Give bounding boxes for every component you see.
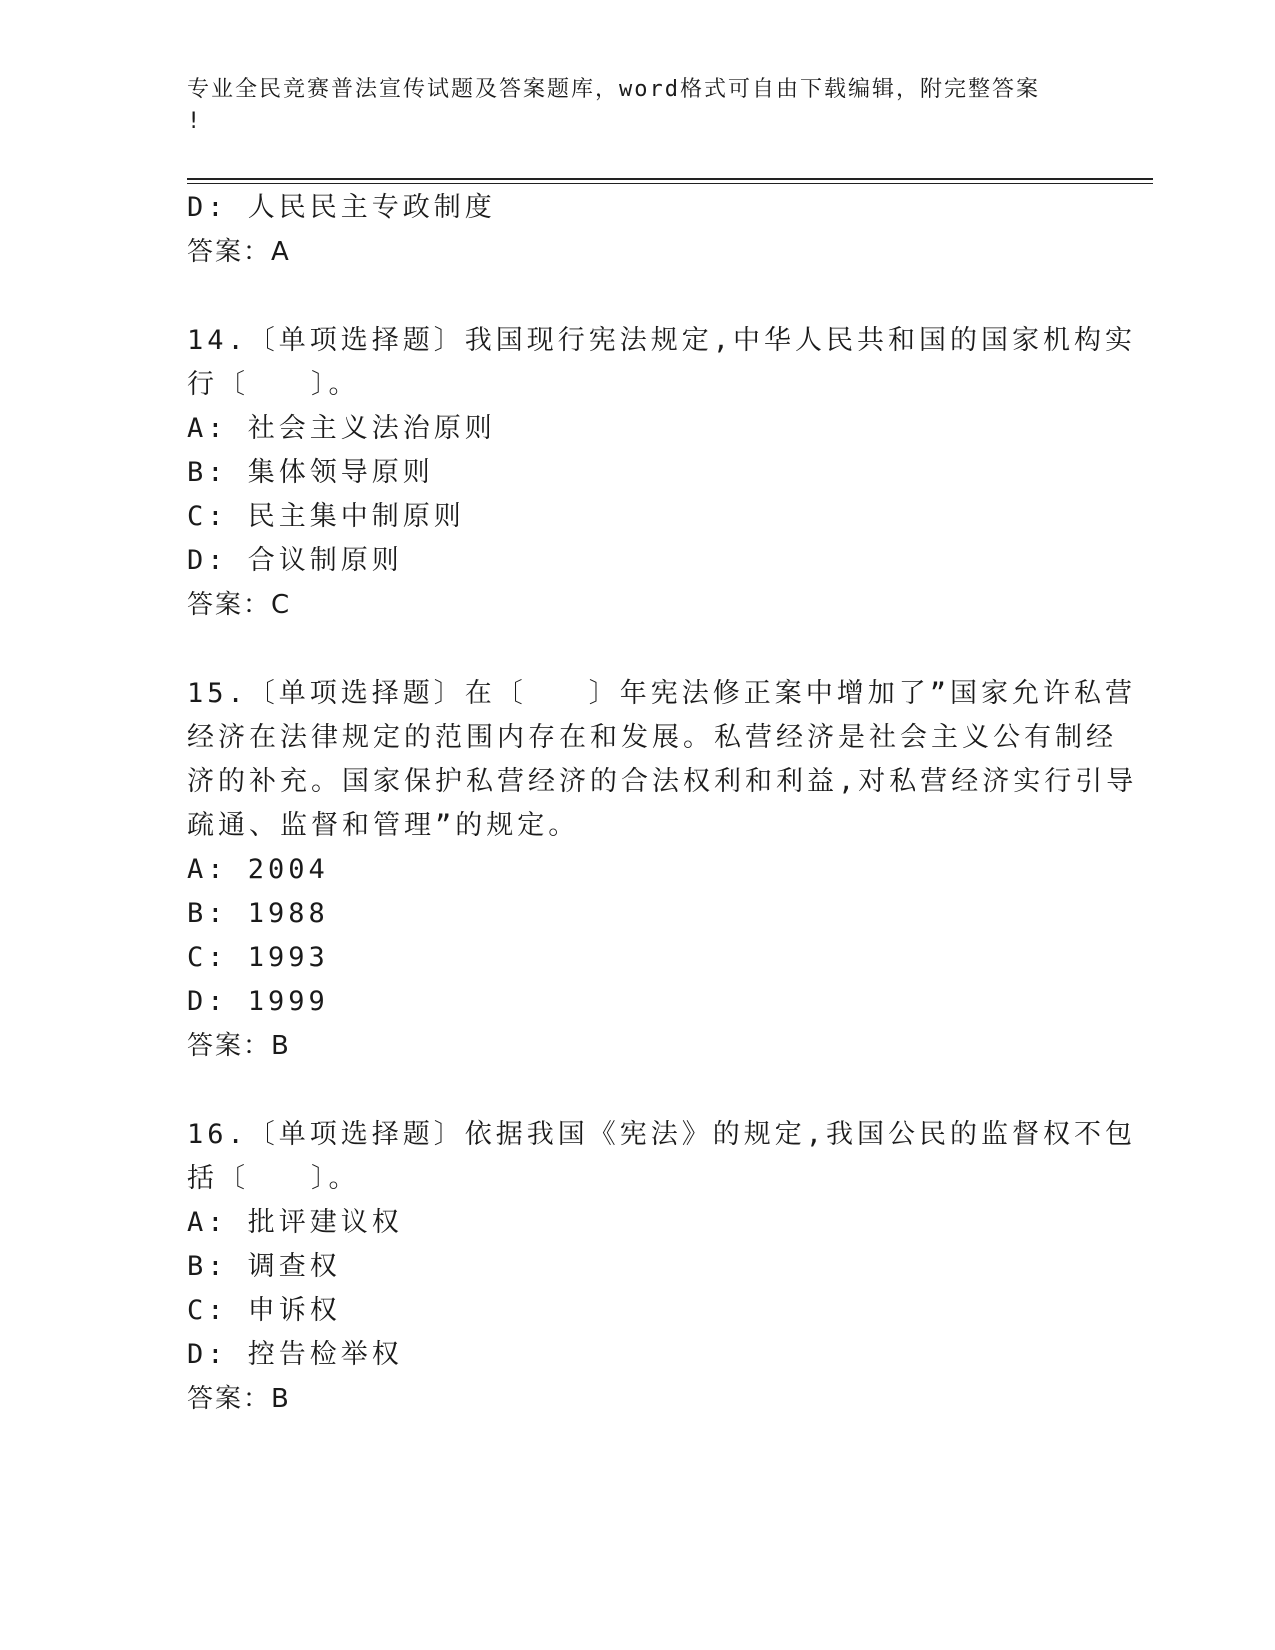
header-line-2: ! xyxy=(187,109,203,134)
q15-option-d: D: 1999 xyxy=(187,986,329,1017)
q14-option-d: D: 合议制原则 xyxy=(187,545,403,576)
q15-stem-line-4: 疏通、监督和管理”的规定。 xyxy=(187,810,580,841)
q15-stem-line-3: 济的补充。国家保护私营经济的合法权利和利益,对私营经济实行引导 xyxy=(187,766,1138,797)
q15-stem-line-2: 经济在法律规定的范围内存在和发展。私营经济是社会主义公有制经 xyxy=(187,722,1117,753)
q14-option-a: A: 社会主义法治原则 xyxy=(187,413,496,444)
header-line-1: 专业全民竞赛普法宣传试题及答案题库，word格式可自由下载编辑，附完整答案 xyxy=(187,77,1040,102)
q16-stem-line-1: 16.〔单项选择题〕依据我国《宪法》的规定,我国公民的监督权不包 xyxy=(187,1119,1137,1150)
q15-answer: 答案：B xyxy=(187,1031,291,1061)
q14-stem-line-1: 14.〔单项选择题〕我国现行宪法规定,中华人民共和国的国家机构实 xyxy=(187,325,1137,356)
header-rule-thick xyxy=(187,178,1153,180)
q15-option-b: B: 1988 xyxy=(187,898,329,929)
q15-option-c: C: 1993 xyxy=(187,942,329,973)
q16-answer: 答案：B xyxy=(187,1384,291,1414)
q13-answer: 答案：A xyxy=(187,237,291,267)
q14-option-c: C: 民主集中制原则 xyxy=(187,501,465,532)
q16-option-d: D: 控告检举权 xyxy=(187,1339,403,1370)
q16-option-b: B: 调查权 xyxy=(187,1251,341,1282)
q14-answer: 答案：C xyxy=(187,590,292,620)
q15-stem-line-1: 15.〔单项选择题〕在〔 〕年宪法修正案中增加了”国家允许私营 xyxy=(187,678,1137,709)
q14-stem-line-2: 行〔 〕。 xyxy=(187,369,360,400)
q16-option-a: A: 批评建议权 xyxy=(187,1207,403,1238)
header-rule-thin xyxy=(187,183,1153,184)
q16-option-c: C: 申诉权 xyxy=(187,1295,341,1326)
q16-stem-line-2: 括〔 〕。 xyxy=(187,1163,360,1194)
page-header xyxy=(187,74,1067,138)
q13-option-d: D: 人民民主专政制度 xyxy=(187,192,496,223)
q15-option-a: A: 2004 xyxy=(187,854,329,885)
q14-option-b: B: 集体领导原则 xyxy=(187,457,434,488)
